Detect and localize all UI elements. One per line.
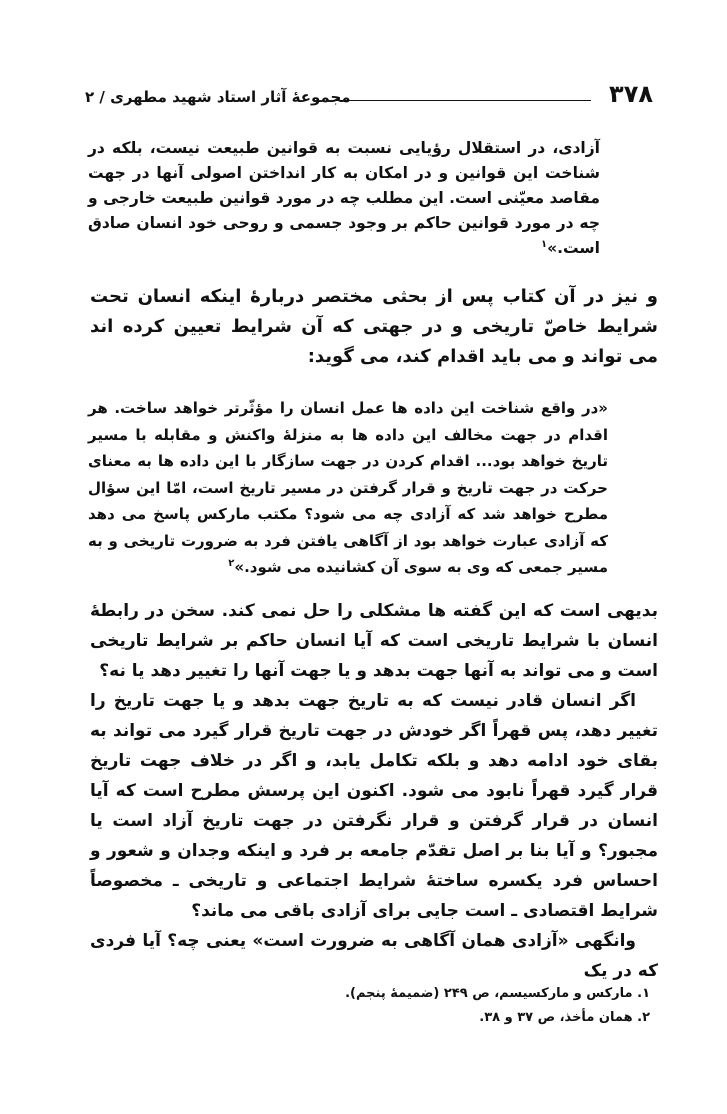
header-rule xyxy=(335,100,591,101)
block-quote-1 xyxy=(88,136,600,261)
footnote-2: ۲. همان مأخذ، ص ۳۷ و ۳۸. xyxy=(479,1010,650,1025)
quote-text xyxy=(88,136,600,261)
footnote-ref-2: ۲ xyxy=(228,558,235,569)
paragraph-intro-text: و نیز در آن کتاب پس از بحثی مختصر دربارهٔ اینکه انسان تحت شرایط خاصّ تاریخی و در جهتی که آن شرایط تعیین کرده اند می تواند و می باید اقدام کند، می گوید: xyxy=(90,286,658,367)
footnotes xyxy=(90,982,650,1030)
quote-text xyxy=(88,395,608,581)
body-paragraph-2: اگر انسان قادر نیست که به تاریخ جهت بدهد و یا جهت تاریخ را تغییر دهد، پس قهراً اگر خودش در جهت تاریخ قرار گیرد می تواند به بقای خود ادامه دهد و بلکه تکامل یابد، و اگر در خلاف جهت تاریخ قرار گیرد قهراً نابود می شود. اکنون این پرسش مطرح است که آیا انسان در قرار گرفتن و قرار نگرفتن در جهت تاریخ آزاد است یا مجبور؟ و آیا بنا بر اصل تقدّم جامعه بر فرد و اینکه وجدان و شعور و احساس فرد یکسره ساختهٔ شرایط اجتماعی و تاریخی ـ مخصوصاً شرایط اقتصادی ـ است جایی برای آزادی باقی می ماند؟ xyxy=(90,691,658,921)
footnote-1: ۱. مارکس و مارکسیسم، ص ۲۴۹ (ضمیمهٔ پنجم). xyxy=(345,986,650,1001)
body-paragraph-3: وانگهی «آزادی همان آگاهی به ضرورت است» یعنی چه؟ آیا فردی که در یک xyxy=(90,931,658,981)
paragraph-intro xyxy=(90,282,658,372)
body-section xyxy=(90,596,658,986)
quote-2-text: «در واقع شناخت این داده ها عمل انسان را مؤثّرتر خواهد ساخت. هر اقدام در جهت مخالف این داده ها به منزلهٔ واکنش و مقابله با مسیر تاریخ خواهد بود... اقدام کردن در جهت سازگار با این داده ها به معنای حرکت در جهت تاریخ و قرار گرفتن در مسیر تاریخ است، امّا این سؤال مطرح خواهد شد که آزادی چه می شود؟ مکتب مارکس پاسخ می دهد که آزادی عبارت خواهد بود از آگاهی یافتن فرد به ضرورت تاریخی و به مسیر جمعی که وی به سوی آن کشانیده می شود.» xyxy=(88,399,608,576)
running-title: مجموعهٔ آثار استاد شهید مطهری / ۲ xyxy=(85,88,351,106)
footnote-ref-1: ۱ xyxy=(541,238,548,250)
page-number: ۳۷۸ xyxy=(609,80,653,108)
running-header xyxy=(85,80,653,112)
body-paragraph-1: بدیهی است که این گفته ها مشکلی را حل نمی کند. سخن در رابطهٔ انسان با شرایط تاریخی است که آیا انسان حاکم بر شرایط تاریخی است و می تواند به آنها جهت بدهد و یا جهت آنها را تغییر دهد یا نه؟ xyxy=(90,601,658,681)
block-quote-2 xyxy=(88,395,608,581)
quote-1-text: آزادی، در استقلال رؤیایی نسبت به قوانین طبیعت نیست، بلکه در شناخت این قوانین و در امکان به کار انداختن اصولی آنها در جهت مقاصد معیّنی است. این مطلب چه در مورد قوانین طبیعت خارجی و چه در مورد قوانین حاکم بر وجود جسمی و روحی خود انسان صادق است.» xyxy=(88,139,600,257)
